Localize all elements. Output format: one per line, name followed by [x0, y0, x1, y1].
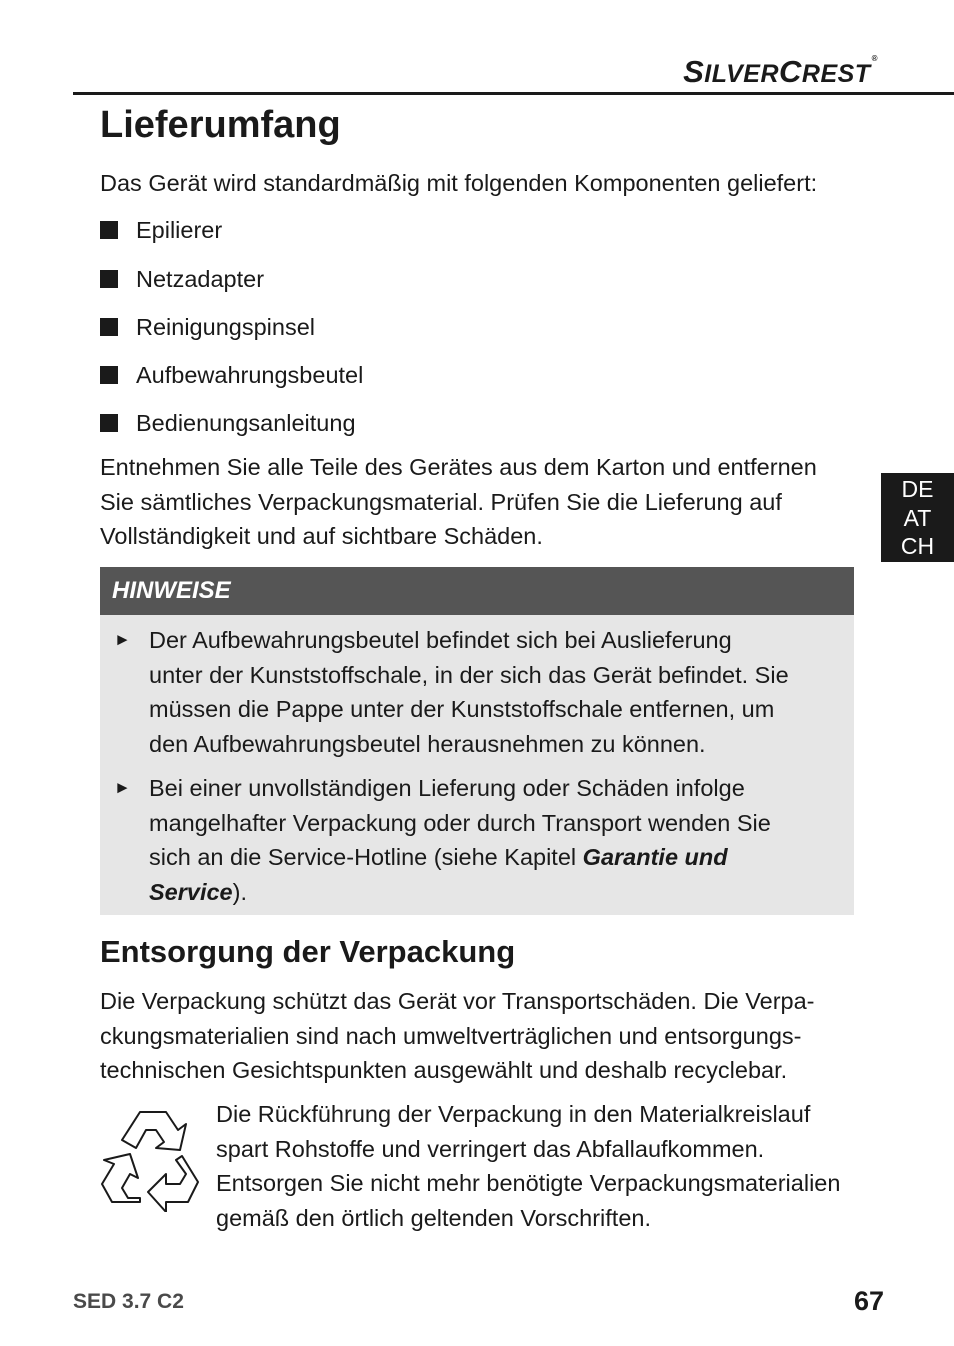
arrow-right-icon: ► [114, 630, 131, 649]
square-bullet-icon [100, 414, 118, 432]
list-item-label: Aufbewahrungsbeutel [136, 361, 364, 388]
note-text [149, 623, 814, 762]
language-code: CH [900, 533, 935, 559]
list-item [100, 408, 356, 438]
notes-box [100, 567, 854, 915]
footer-model: SED 3.7 C2 [73, 1290, 184, 1313]
list-item-label: Reinigungspinsel [136, 313, 315, 340]
square-bullet-icon [100, 366, 118, 384]
note-item [114, 623, 814, 762]
paragraph-line: Entsorgen Sie nicht mehr benötigte Verpackungsmaterialien [216, 1170, 841, 1197]
section-title-lieferumfang: Lieferumfang [100, 104, 341, 146]
paragraph-line: Die Rückführung der Verpackung in den Materialkreislauf [216, 1101, 811, 1127]
list-item [100, 360, 363, 390]
notes-heading: HINWEISE [100, 567, 854, 615]
recycle-paragraph [216, 1097, 866, 1236]
list-item [100, 312, 315, 342]
note-line [149, 840, 814, 875]
unpacking-paragraph [100, 450, 870, 554]
page-number: 67 [853, 1286, 884, 1316]
chapter-reference: Garantie und [582, 844, 728, 871]
section-title-entsorgung: Entsorgung der Verpackung [100, 934, 516, 969]
note-text-fragment: ). [232, 879, 247, 906]
list-item-label: Epilierer [136, 216, 223, 243]
header-rule [73, 92, 954, 95]
list-item-label: Bedienungsanleitung [136, 409, 356, 436]
note-line: Der Aufbewahrungsbeutel befindet sich bei Auslieferung [149, 627, 732, 653]
note-line: mangelhafter Verpackung oder durch Transport wenden Sie [149, 809, 771, 836]
paragraph-line: Die Verpackung schützt das Gerät vor Transportschäden. Die Verpa- [100, 988, 815, 1014]
note-text [149, 771, 814, 910]
language-tab [881, 473, 954, 562]
intro-text: Das Gerät wird standardmäßig mit folgenden Komponenten geliefert: [100, 170, 818, 196]
chapter-reference: Service [149, 879, 233, 906]
note-line: Bei einer unvollständigen Lieferung oder Schäden infolge [149, 775, 745, 801]
note-item [114, 771, 814, 910]
square-bullet-icon [100, 270, 118, 288]
paragraph-line: spart Rohstoffe und verringert das Abfallaufkommen. [216, 1135, 765, 1162]
paragraph-line: Vollständigkeit und auf sichtbare Schäden. [100, 523, 543, 550]
note-text-fragment: sich an die Service-Hotline (siehe Kapitel [149, 844, 583, 871]
paragraph-line: Entnehmen Sie alle Teile des Gerätes aus dem Karton und entfernen [100, 454, 817, 480]
square-bullet-icon [100, 221, 118, 239]
note-line: den Aufbewahrungsbeutel herausnehmen zu können. [149, 731, 706, 758]
registered-mark: ® [871, 54, 878, 63]
arrow-right-icon: ► [114, 778, 131, 797]
brand-letter: C [779, 54, 802, 89]
brand-letter: S [683, 54, 705, 89]
paragraph-line: gemäß den örtlich geltenden Vorschriften. [216, 1205, 652, 1232]
recycle-icon [100, 1104, 212, 1212]
paragraph-line: ckungsmaterialien sind nach umweltverträglichen und entsorgungs- [100, 1022, 802, 1049]
brand-part: REST [801, 60, 871, 88]
language-code: DE [901, 476, 934, 502]
brand-logo [683, 54, 878, 90]
brand-part: ILVER [704, 60, 780, 88]
note-line: unter der Kunststoffschale, in der sich das Gerät befindet. Sie [149, 661, 789, 688]
square-bullet-icon [100, 318, 118, 336]
language-code: AT [903, 504, 932, 531]
list-item-label: Netzadapter [136, 265, 265, 292]
list-item [100, 264, 264, 294]
note-line: müssen die Pappe unter der Kunststoffschale entfernen, um [149, 696, 775, 723]
note-line [149, 875, 814, 910]
disposal-paragraph [100, 984, 870, 1088]
paragraph-line: Sie sämtliches Verpackungsmaterial. Prüfen Sie die Lieferung auf [100, 488, 782, 515]
list-item [100, 215, 222, 245]
paragraph-line: technischen Gesichtspunkten ausgewählt und deshalb recyclebar. [100, 1057, 788, 1084]
